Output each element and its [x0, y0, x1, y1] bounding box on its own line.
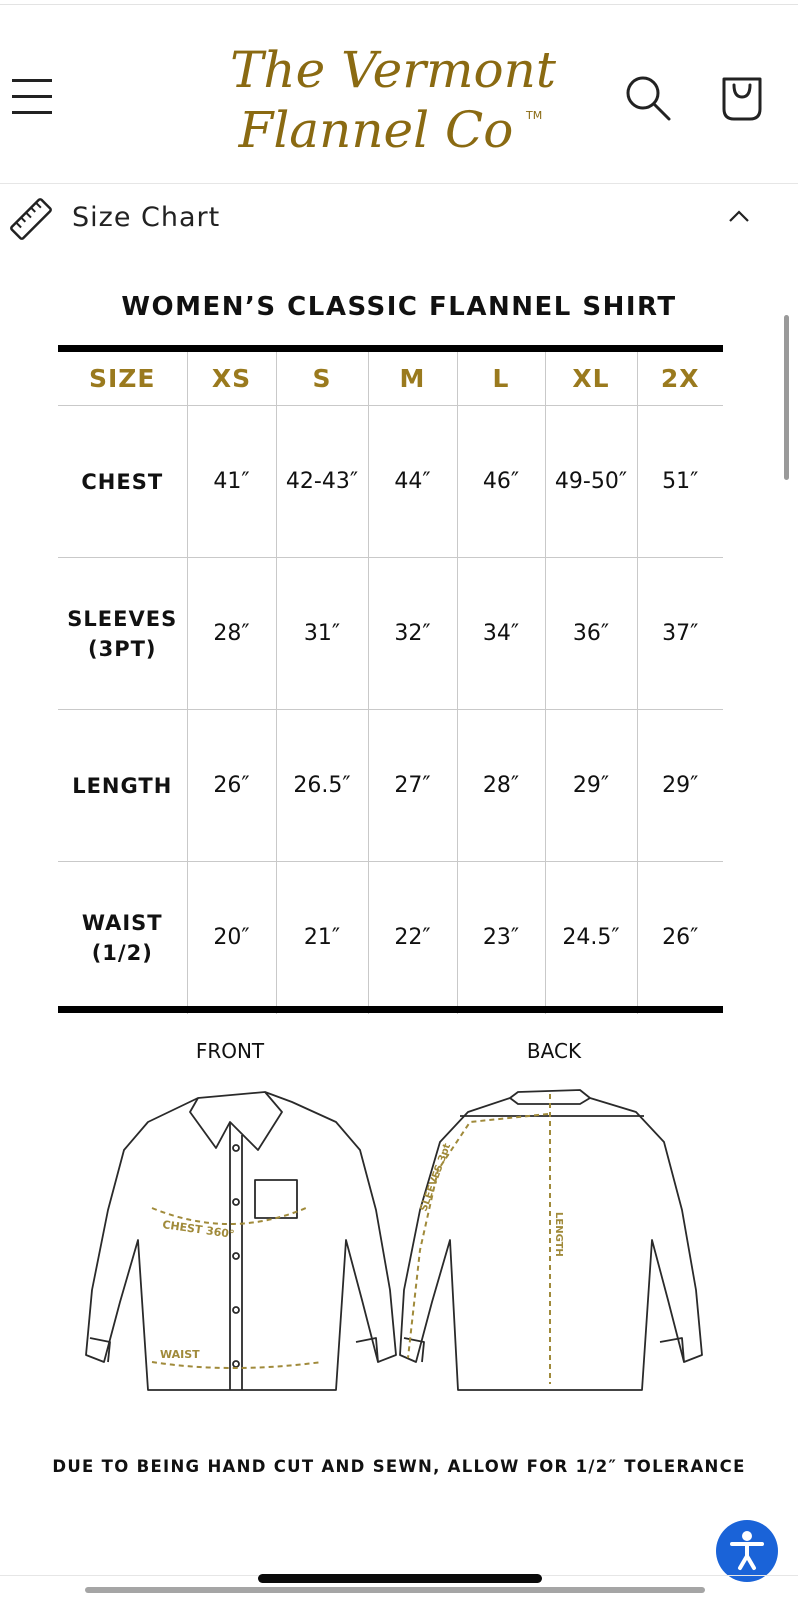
table-top-rule	[58, 345, 723, 352]
home-indicator[interactable]	[258, 1574, 542, 1583]
search-button[interactable]	[625, 75, 673, 123]
table-header-row	[58, 352, 723, 406]
row-label-line: (3PT)	[87, 636, 157, 661]
measurement-cell: 44″	[368, 406, 457, 558]
row-label	[58, 710, 187, 862]
brand-line2: Flannel Co	[238, 101, 514, 159]
measurement-cell: 49-50″	[545, 406, 637, 558]
row-label-line: WAIST	[81, 910, 163, 935]
sleeves-measure-label: SLEEVES 3pt	[418, 1142, 454, 1214]
brand-logo[interactable]	[218, 25, 568, 165]
measurement-cell: 23″	[457, 862, 545, 1014]
size-header-cell: S	[276, 352, 368, 406]
measurement-cell: 37″	[637, 558, 723, 710]
vertical-scrollbar[interactable]	[784, 315, 789, 480]
size-header-cell: L	[457, 352, 545, 406]
chest-measure-label: CHEST 360°	[161, 1218, 236, 1242]
size-header-cell: XL	[545, 352, 637, 406]
measurement-cell: 28″	[187, 558, 276, 710]
table-bottom-rule	[58, 1006, 723, 1013]
measurement-cell: 31″	[276, 558, 368, 710]
row-label-line: SLEEVES	[67, 606, 178, 631]
measurement-cell: 26.5″	[276, 710, 368, 862]
measurement-cell: 22″	[368, 862, 457, 1014]
measurement-cell: 20″	[187, 862, 276, 1014]
size-header-cell: M	[368, 352, 457, 406]
table-row	[58, 862, 723, 1014]
front-shirt-illustration	[86, 1092, 396, 1390]
header-divider	[0, 183, 798, 184]
measurement-cell: 32″	[368, 558, 457, 710]
row-label	[58, 862, 187, 1014]
shirt-measure-diagram	[60, 1040, 740, 1420]
waist-measure-label: WAIST	[160, 1348, 200, 1361]
ruler-icon	[8, 196, 54, 242]
back-measure-lines	[408, 1094, 550, 1384]
row-label	[58, 558, 187, 710]
measurement-cell: 42-43″	[276, 406, 368, 558]
horizontal-scrollbar[interactable]	[85, 1587, 705, 1593]
front-label: FRONT	[195, 1040, 265, 1063]
cart-button[interactable]	[718, 73, 766, 125]
row-label	[58, 406, 187, 558]
table-row	[58, 558, 723, 710]
hamburger-icon	[12, 79, 52, 82]
site-header	[0, 5, 798, 183]
size-chart-toggle[interactable]	[0, 188, 798, 248]
size-column-header: SIZE	[58, 352, 187, 406]
measurement-cell: 46″	[457, 406, 545, 558]
menu-button[interactable]	[12, 77, 52, 115]
measurement-cell: 28″	[457, 710, 545, 862]
measurement-cell: 26″	[637, 862, 723, 1014]
length-measure-label: LENGTH	[553, 1212, 564, 1257]
row-label-line: (1/2)	[91, 940, 153, 965]
measurement-cell: 29″	[637, 710, 723, 862]
measurement-cell: 24.5″	[545, 862, 637, 1014]
measurement-cell: 29″	[545, 710, 637, 862]
chevron-up-icon	[726, 206, 752, 226]
table-row	[58, 710, 723, 862]
size-chart-label: Size Chart	[72, 202, 221, 233]
size-header-cell: XS	[187, 352, 276, 406]
row-label-line: CHEST	[81, 469, 164, 494]
table-row	[58, 406, 723, 558]
accessibility-icon	[716, 1520, 778, 1582]
tolerance-note: DUE TO BEING HAND CUT AND SEWN, ALLOW FOR 1/2″ TOLERANCE	[52, 1457, 746, 1476]
measurement-cell: 51″	[637, 406, 723, 558]
cart-icon	[718, 73, 766, 125]
measurement-cell: 21″	[276, 862, 368, 1014]
measurement-cell: 27″	[368, 710, 457, 862]
size-table	[58, 352, 723, 1014]
brand-line1: The Vermont	[230, 41, 556, 99]
trademark-mark: TM	[526, 109, 543, 122]
row-label-line: LENGTH	[72, 773, 173, 798]
measurement-cell: 26″	[187, 710, 276, 862]
accessibility-button[interactable]	[716, 1520, 778, 1582]
search-icon	[625, 75, 673, 123]
back-label: BACK	[526, 1040, 582, 1063]
measurement-cell: 34″	[457, 558, 545, 710]
size-header-cell: 2X	[637, 352, 723, 406]
measurement-cell: 36″	[545, 558, 637, 710]
measurement-cell: 41″	[187, 406, 276, 558]
size-chart-title: WOMEN’S CLASSIC FLANNEL SHIRT	[121, 292, 677, 322]
